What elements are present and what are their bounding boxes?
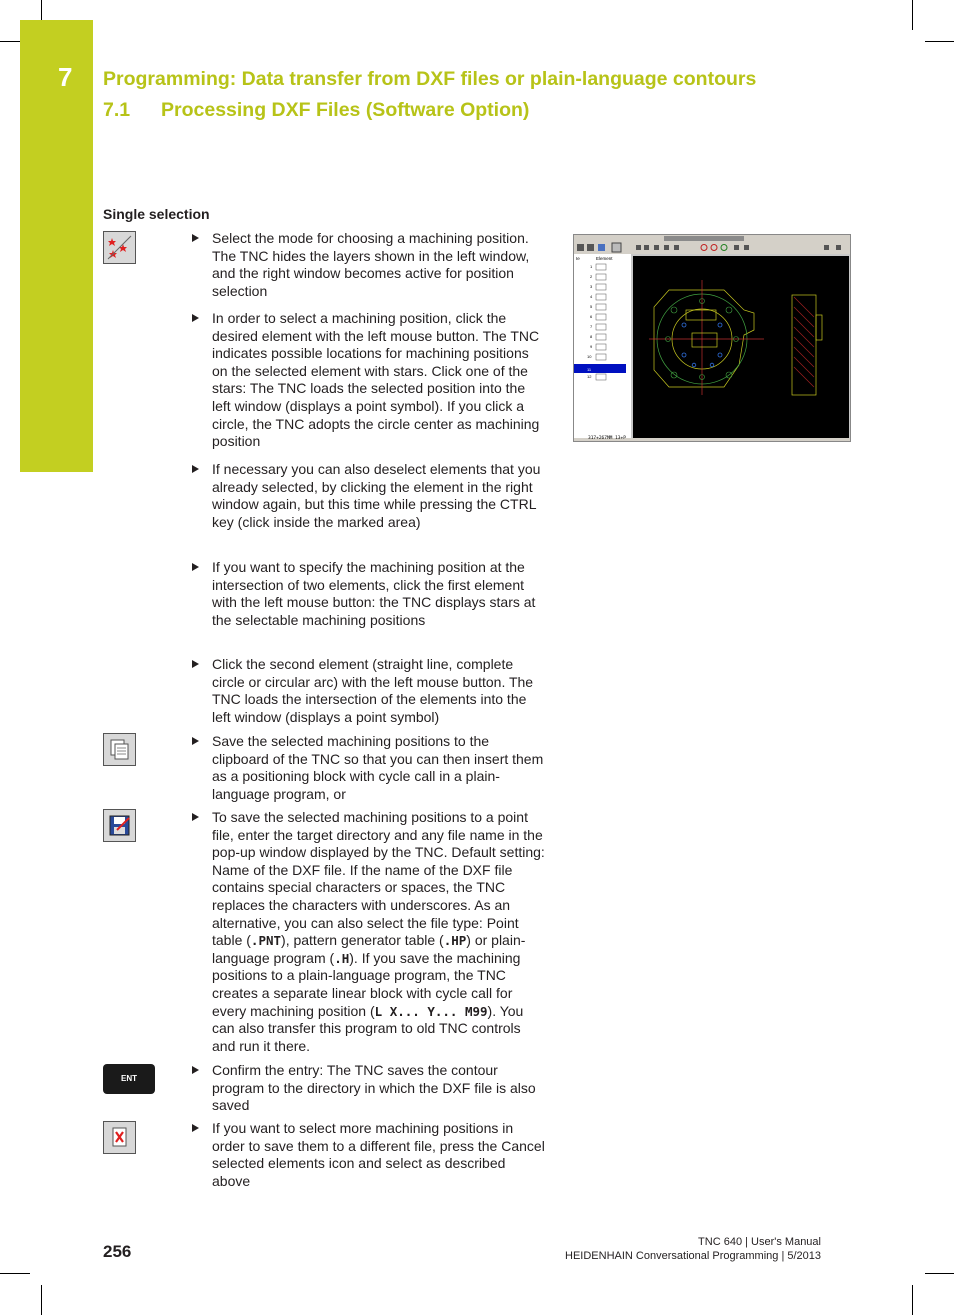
bullet-arrow-icon: [192, 1066, 199, 1074]
list-item: [192, 230, 547, 300]
list-item: [192, 656, 547, 726]
select-position-icon[interactable]: [103, 231, 136, 264]
crop-mark: [912, 0, 913, 30]
list-item: [192, 1062, 547, 1115]
list-item: [192, 809, 547, 1055]
section-title-text: Processing DXF Files (Software Option): [161, 99, 530, 121]
svg-text:8: 8: [590, 334, 593, 339]
save-file-icon[interactable]: [103, 809, 136, 842]
item-text: To save the selected machining positions to a point file, enter the target directory and any file name in the pop-up window displayed by the TNC. Default setting: Name of the DXF file. If the name of the DXF file contains special characters or spaces, the TNC replaces the characters with underscores. As an alternative, you can also select the file type: Point table (.PNT), pattern generator table (.HP) or plain-language program (.H). If you save the machining positions to a plain-language program, the TNC creates a separate linear block with cycle call for every machining position (L X... Y... M99). You can also transfer this program to old TNC controls and run it there.: [212, 809, 545, 1054]
svg-text:9: 9: [590, 344, 593, 349]
item-text: If you want to specify the machining position at the intersection of two elements, click the first element with the left mouse button: the TNC displays stars at the selectable machining positions: [212, 559, 536, 628]
list-item: [192, 310, 547, 451]
clipboard-icon[interactable]: [103, 733, 136, 766]
section-title: [103, 99, 529, 122]
bullet-arrow-icon: [192, 737, 199, 745]
subheading: Single selection: [103, 206, 210, 222]
crop-mark: [0, 1273, 30, 1274]
crop-mark: [0, 41, 20, 42]
crop-mark: [41, 0, 42, 20]
list-item: [192, 559, 547, 629]
bullet-arrow-icon: [192, 813, 199, 821]
tnc-screenshot: [573, 234, 851, 442]
bullet-arrow-icon: [192, 314, 199, 322]
tnc-screenshot-image: [574, 235, 850, 441]
svg-text:4: 4: [590, 294, 593, 299]
svg-text:6: 6: [590, 314, 593, 319]
bullet-arrow-icon: [192, 660, 199, 668]
svg-text:Element: Element: [596, 256, 613, 261]
svg-text:3: 3: [590, 284, 593, 289]
bullet-arrow-icon: [192, 563, 199, 571]
item-text: Click the second element (straight line, complete circle or circular arc) with the left mouse button. The TNC loads the intersection of the elements into the left window (displays a point symbol): [212, 656, 534, 725]
item-text: Save the selected machining positions to the clipboard of the TNC so that you can then insert them as a positioning block with cycle call in a plain-language program, or: [212, 733, 544, 802]
list-item: [192, 461, 547, 531]
svg-text:Ie: Ie: [576, 256, 580, 261]
svg-text:11: 11: [587, 367, 592, 372]
svg-text:2: 2: [590, 274, 593, 279]
item-text: Confirm the entry: The TNC saves the contour program to the directory in which the DXF file is also saved: [212, 1062, 536, 1114]
item-text: If necessary you can also deselect elements that you already selected, by clicking the element in the right window again, but this time while pressing the CTRL key (click inside the marked area): [212, 461, 541, 530]
bullet-arrow-icon: [192, 234, 199, 242]
chapter-title: Programming: Data transfer from DXF files or plain-language contours: [103, 68, 757, 90]
footer-line2: HEIDENHAIN Conversational Programming | 5/2013: [565, 1250, 821, 1262]
svg-text:5: 5: [590, 304, 593, 309]
crop-mark: [912, 1285, 913, 1315]
status-bar-text: 317+267MM 13+P: [588, 436, 626, 441]
chapter-sidebar: [20, 20, 93, 472]
list-item: [192, 1120, 547, 1190]
item-text: In order to select a machining position, click the desired element with the left mouse button. The TNC indicates possible locations for machining positions on the selected element with stars. Click one of the stars: The TNC loads the selected position into the left window (displays a point symbol). If you click a circle, the TNC adopts the circle center as machining position: [212, 310, 540, 450]
bullet-arrow-icon: [192, 465, 199, 473]
footer-line1: TNC 640 | User's Manual: [698, 1236, 821, 1248]
svg-text:7: 7: [590, 324, 593, 329]
item-text: If you want to select more machining positions in order to save them to a different file, press the Cancel selected elements icon and select as described above: [212, 1120, 545, 1189]
bullet-arrow-icon: [192, 1124, 199, 1132]
crop-mark: [925, 1273, 954, 1274]
svg-text:12: 12: [587, 374, 592, 379]
cancel-selection-icon[interactable]: [103, 1121, 136, 1154]
ent-key-icon[interactable]: ENT: [103, 1064, 155, 1094]
chapter-number: 7: [58, 62, 73, 92]
list-item: [192, 733, 547, 803]
svg-text:10: 10: [587, 354, 592, 359]
crop-mark: [925, 41, 954, 42]
section-number: 7.1: [103, 99, 131, 121]
item-text: Select the mode for choosing a machining position. The TNC hides the layers shown in the left window, and the right window becomes active for position selection: [212, 230, 530, 299]
svg-text:1: 1: [590, 264, 593, 269]
page-number: 256: [103, 1242, 132, 1261]
footer-info: [565, 1235, 821, 1263]
crop-mark: [41, 1285, 42, 1315]
